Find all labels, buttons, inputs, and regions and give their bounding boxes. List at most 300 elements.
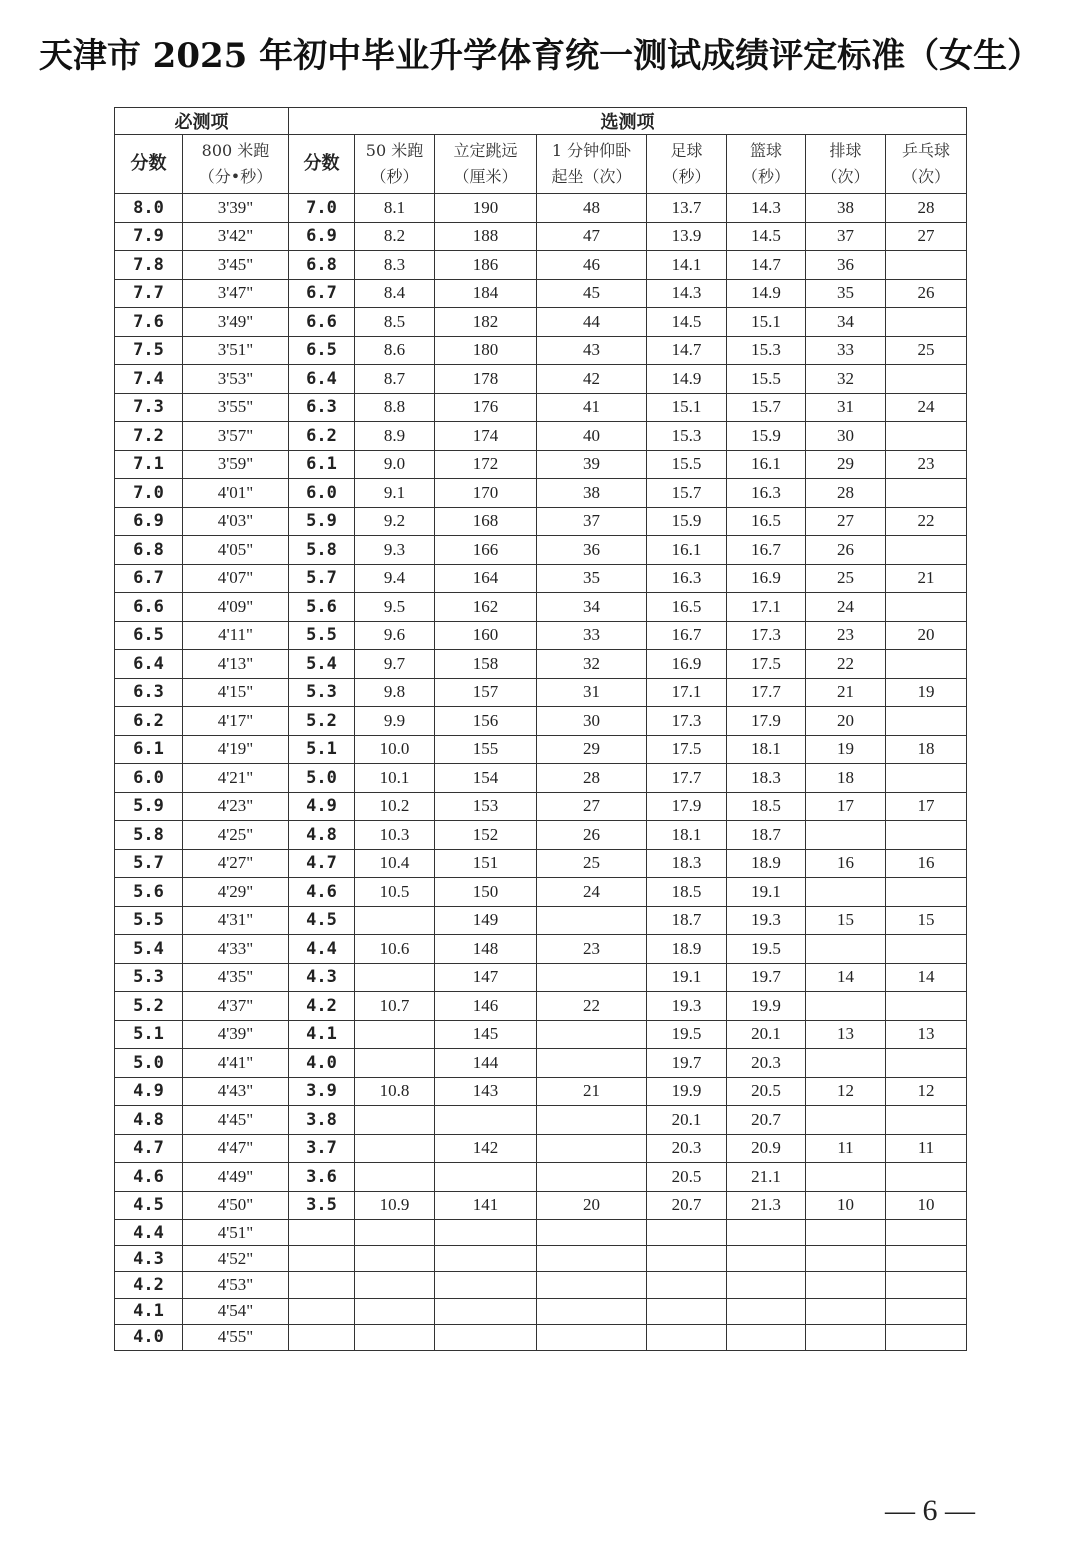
table-cell-table-tennis: 24 (886, 393, 967, 422)
table-row (115, 308, 967, 337)
table-cell-run-800m: 4'21" (183, 764, 289, 793)
table-row (115, 1163, 967, 1192)
table-cell-football (647, 1246, 727, 1272)
table-cell-score-required: 4.8 (115, 1106, 183, 1135)
table-cell-basketball: 15.9 (727, 422, 806, 451)
table-cell-score-required: 4.5 (115, 1191, 183, 1220)
table-cell-basketball: 20.3 (727, 1049, 806, 1078)
table-cell-volleyball: 19 (806, 735, 886, 764)
table-cell-run-800m: 4'13" (183, 650, 289, 679)
table-cell-table-tennis: 14 (886, 963, 967, 992)
table-cell-score-optional: 5.0 (289, 764, 355, 793)
table-cell-football: 14.5 (647, 308, 727, 337)
table-cell-football: 18.1 (647, 821, 727, 850)
table-row (115, 992, 967, 1021)
table-cell-basketball (727, 1220, 806, 1246)
table-cell-score-required: 5.3 (115, 963, 183, 992)
table-row (115, 1134, 967, 1163)
table-cell-football: 20.1 (647, 1106, 727, 1135)
table-cell-sit-ups-1min: 37 (537, 507, 647, 536)
table-cell-score-optional: 4.0 (289, 1049, 355, 1078)
table-cell-volleyball (806, 1298, 886, 1324)
column-header-line2: （分•秒） (198, 167, 273, 186)
table-cell-table-tennis (886, 935, 967, 964)
table-cell-basketball: 17.7 (727, 678, 806, 707)
table-cell-run-800m: 3'55" (183, 393, 289, 422)
table-cell-basketball: 16.5 (727, 507, 806, 536)
table-cell-run-800m: 4'53" (183, 1272, 289, 1298)
table-cell-run-50m (355, 1272, 435, 1298)
table-cell-sit-ups-1min (537, 1220, 647, 1246)
table-cell-run-50m: 8.6 (355, 336, 435, 365)
table-cell-football: 16.5 (647, 593, 727, 622)
table-cell-score-optional: 5.3 (289, 678, 355, 707)
table-cell-run-50m: 8.7 (355, 365, 435, 394)
table-cell-run-800m: 4'35" (183, 963, 289, 992)
table-cell-run-50m: 9.3 (355, 536, 435, 565)
table-cell-sit-ups-1min: 41 (537, 393, 647, 422)
table-cell-run-800m: 4'43" (183, 1077, 289, 1106)
table-cell-score-required: 4.3 (115, 1246, 183, 1272)
table-cell-football: 13.9 (647, 222, 727, 251)
table-cell-sit-ups-1min (537, 1106, 647, 1135)
table-row (115, 194, 967, 223)
table-cell-table-tennis (886, 1106, 967, 1135)
table-row (115, 1106, 967, 1135)
table-cell-score-required: 4.1 (115, 1298, 183, 1324)
table-cell-table-tennis (886, 764, 967, 793)
table-cell-volleyball: 26 (806, 536, 886, 565)
table-cell-sit-ups-1min: 35 (537, 564, 647, 593)
table-cell-run-50m: 9.2 (355, 507, 435, 536)
table-cell-score-optional: 5.8 (289, 536, 355, 565)
table-cell-sit-ups-1min (537, 1163, 647, 1192)
table-cell-table-tennis (886, 1298, 967, 1324)
table-cell-score-required: 6.5 (115, 621, 183, 650)
table-cell-run-50m: 9.8 (355, 678, 435, 707)
table-cell-volleyball (806, 821, 886, 850)
table-cell-score-optional: 6.9 (289, 222, 355, 251)
table-cell-run-800m: 3'45" (183, 251, 289, 280)
table-cell-score-optional: 4.7 (289, 849, 355, 878)
table-cell-standing-long-jump: 158 (435, 650, 537, 679)
table-cell-run-800m: 4'11" (183, 621, 289, 650)
table-cell-basketball: 16.9 (727, 564, 806, 593)
table-cell-football: 17.1 (647, 678, 727, 707)
table-cell-standing-long-jump: 141 (435, 1191, 537, 1220)
table-cell-basketball (727, 1272, 806, 1298)
table-cell-football: 18.5 (647, 878, 727, 907)
table-cell-score-optional: 5.6 (289, 593, 355, 622)
table-cell-standing-long-jump (435, 1163, 537, 1192)
table-cell-basketball: 19.1 (727, 878, 806, 907)
table-cell-table-tennis (886, 1163, 967, 1192)
table-cell-sit-ups-1min (537, 1298, 647, 1324)
table-cell-run-800m: 4'49" (183, 1163, 289, 1192)
table-cell-football: 13.7 (647, 194, 727, 223)
table-cell-sit-ups-1min (537, 1324, 647, 1350)
table-cell-standing-long-jump: 150 (435, 878, 537, 907)
table-row (115, 906, 967, 935)
table-cell-volleyball: 20 (806, 707, 886, 736)
table-row (115, 1298, 967, 1324)
column-header-line1: 1 分钟仰卧 (551, 141, 632, 160)
table-row (115, 279, 967, 308)
column-header-line2: （秒） (741, 167, 790, 186)
table-row (115, 422, 967, 451)
table-cell-run-800m: 4'27" (183, 849, 289, 878)
table-cell-standing-long-jump: 146 (435, 992, 537, 1021)
table-cell-standing-long-jump: 160 (435, 621, 537, 650)
table-cell-basketball: 15.7 (727, 393, 806, 422)
table-cell-score-optional (289, 1220, 355, 1246)
table-cell-run-50m (355, 1220, 435, 1246)
table-row (115, 935, 967, 964)
table-cell-run-50m: 8.5 (355, 308, 435, 337)
table-row (115, 222, 967, 251)
table-cell-volleyball: 21 (806, 678, 886, 707)
table-cell-score-required: 6.6 (115, 593, 183, 622)
table-cell-football: 20.3 (647, 1134, 727, 1163)
table-cell-sit-ups-1min: 42 (537, 365, 647, 394)
table-cell-table-tennis (886, 707, 967, 736)
table-cell-score-required: 7.4 (115, 365, 183, 394)
table-cell-sit-ups-1min: 21 (537, 1077, 647, 1106)
table-cell-table-tennis (886, 1324, 967, 1350)
table-cell-standing-long-jump (435, 1298, 537, 1324)
table-cell-sit-ups-1min: 34 (537, 593, 647, 622)
table-cell-run-800m: 3'59" (183, 450, 289, 479)
table-cell-score-optional: 3.7 (289, 1134, 355, 1163)
table-cell-football: 19.7 (647, 1049, 727, 1078)
table-cell-run-50m (355, 1106, 435, 1135)
table-cell-sit-ups-1min: 40 (537, 422, 647, 451)
table-cell-standing-long-jump: 155 (435, 735, 537, 764)
table-cell-sit-ups-1min: 24 (537, 878, 647, 907)
table-cell-football: 17.7 (647, 764, 727, 793)
table-cell-score-required: 6.0 (115, 764, 183, 793)
table-cell-run-50m: 10.4 (355, 849, 435, 878)
column-header-line1: 800 米跑 (201, 141, 270, 160)
table-cell-volleyball: 23 (806, 621, 886, 650)
table-cell-volleyball: 36 (806, 251, 886, 280)
column-header-line2: （次） (821, 167, 870, 186)
table-row (115, 536, 967, 565)
table-row (115, 1246, 967, 1272)
table-cell-volleyball: 24 (806, 593, 886, 622)
table-cell-football: 20.5 (647, 1163, 727, 1192)
table-cell-run-50m: 9.5 (355, 593, 435, 622)
column-header-standing-long-jump (435, 135, 537, 194)
column-header-volleyball (806, 135, 886, 194)
table-cell-run-800m: 4'15" (183, 678, 289, 707)
table-cell-volleyball: 33 (806, 336, 886, 365)
table-cell-run-50m: 10.7 (355, 992, 435, 1021)
table-row (115, 878, 967, 907)
table-cell-football: 15.7 (647, 479, 727, 508)
table-row (115, 593, 967, 622)
table-cell-run-50m: 9.0 (355, 450, 435, 479)
table-cell-basketball: 21.3 (727, 1191, 806, 1220)
table-cell-run-50m (355, 963, 435, 992)
table-cell-table-tennis: 11 (886, 1134, 967, 1163)
table-cell-run-50m: 10.1 (355, 764, 435, 793)
table-cell-standing-long-jump: 142 (435, 1134, 537, 1163)
table-cell-volleyball (806, 1272, 886, 1298)
table-cell-table-tennis (886, 821, 967, 850)
table-cell-sit-ups-1min (537, 1272, 647, 1298)
table-cell-volleyball: 11 (806, 1134, 886, 1163)
table-cell-basketball: 19.3 (727, 906, 806, 935)
table-cell-volleyball: 29 (806, 450, 886, 479)
table-cell-table-tennis (886, 308, 967, 337)
table-cell-score-required: 5.1 (115, 1020, 183, 1049)
table-cell-volleyball: 12 (806, 1077, 886, 1106)
table-cell-standing-long-jump (435, 1324, 537, 1350)
table-cell-run-800m: 4'50" (183, 1191, 289, 1220)
table-cell-run-800m: 3'49" (183, 308, 289, 337)
table-row (115, 650, 967, 679)
table-cell-score-required: 8.0 (115, 194, 183, 223)
table-cell-sit-ups-1min (537, 1134, 647, 1163)
table-cell-standing-long-jump: 151 (435, 849, 537, 878)
table-cell-standing-long-jump: 144 (435, 1049, 537, 1078)
column-header-line1: 分数 (130, 153, 167, 174)
table-cell-table-tennis (886, 479, 967, 508)
table-cell-run-800m: 4'51" (183, 1220, 289, 1246)
table-cell-score-optional: 6.4 (289, 365, 355, 394)
table-cell-volleyball: 18 (806, 764, 886, 793)
table-cell-run-50m: 8.1 (355, 194, 435, 223)
table-row (115, 564, 967, 593)
table-cell-score-optional: 6.8 (289, 251, 355, 280)
table-row (115, 735, 967, 764)
table-cell-standing-long-jump: 176 (435, 393, 537, 422)
table-cell-run-800m: 3'53" (183, 365, 289, 394)
table-cell-sit-ups-1min: 30 (537, 707, 647, 736)
table-row (115, 251, 967, 280)
table-cell-sit-ups-1min: 47 (537, 222, 647, 251)
table-cell-run-50m: 10.6 (355, 935, 435, 964)
table-row (115, 764, 967, 793)
table-row (115, 792, 967, 821)
table-cell-run-800m: 3'57" (183, 422, 289, 451)
table-cell-football (647, 1324, 727, 1350)
table-cell-score-required: 7.9 (115, 222, 183, 251)
table-cell-standing-long-jump: 148 (435, 935, 537, 964)
table-cell-run-800m: 4'47" (183, 1134, 289, 1163)
table-cell-standing-long-jump: 147 (435, 963, 537, 992)
table-cell-volleyball: 34 (806, 308, 886, 337)
table-cell-football: 20.7 (647, 1191, 727, 1220)
table-cell-standing-long-jump: 162 (435, 593, 537, 622)
table-cell-run-50m: 10.0 (355, 735, 435, 764)
table-cell-score-required: 5.5 (115, 906, 183, 935)
table-cell-score-required: 6.1 (115, 735, 183, 764)
table-cell-standing-long-jump: 170 (435, 479, 537, 508)
table-cell-basketball: 16.3 (727, 479, 806, 508)
table-cell-basketball: 17.3 (727, 621, 806, 650)
table-cell-basketball: 17.5 (727, 650, 806, 679)
table-row (115, 963, 967, 992)
column-header-line2: （秒） (370, 167, 419, 186)
table-cell-score-required: 6.8 (115, 536, 183, 565)
table-cell-football (647, 1220, 727, 1246)
table-cell-volleyball: 13 (806, 1020, 886, 1049)
column-header-line1: 篮球 (749, 141, 782, 160)
table-cell-volleyball: 30 (806, 422, 886, 451)
table-cell-score-optional: 5.2 (289, 707, 355, 736)
table-cell-table-tennis: 15 (886, 906, 967, 935)
table-row (115, 1191, 967, 1220)
table-cell-run-800m: 3'51" (183, 336, 289, 365)
table-cell-basketball: 18.5 (727, 792, 806, 821)
table-cell-score-required: 5.2 (115, 992, 183, 1021)
column-header-line1: 排球 (829, 141, 862, 160)
table-cell-score-required: 7.1 (115, 450, 183, 479)
table-row (115, 507, 967, 536)
table-cell-score-optional (289, 1324, 355, 1350)
table-cell-table-tennis: 23 (886, 450, 967, 479)
table-cell-score-required: 4.6 (115, 1163, 183, 1192)
table-cell-run-50m: 9.4 (355, 564, 435, 593)
table-cell-run-50m: 10.5 (355, 878, 435, 907)
table-cell-standing-long-jump: 184 (435, 279, 537, 308)
table-cell-basketball: 15.5 (727, 365, 806, 394)
table-cell-run-800m: 3'42" (183, 222, 289, 251)
table-cell-basketball: 18.1 (727, 735, 806, 764)
table-cell-volleyball: 28 (806, 479, 886, 508)
table-cell-score-required: 5.9 (115, 792, 183, 821)
table-cell-standing-long-jump: 149 (435, 906, 537, 935)
table-cell-score-optional: 6.6 (289, 308, 355, 337)
column-header-score-required (115, 135, 183, 194)
table-cell-basketball: 16.1 (727, 450, 806, 479)
table-cell-sit-ups-1min (537, 906, 647, 935)
table-cell-table-tennis: 16 (886, 849, 967, 878)
table-row (115, 336, 967, 365)
table-cell-basketball: 14.9 (727, 279, 806, 308)
table-cell-standing-long-jump: 157 (435, 678, 537, 707)
table-cell-table-tennis (886, 365, 967, 394)
table-cell-volleyball (806, 1246, 886, 1272)
table-cell-score-required: 6.9 (115, 507, 183, 536)
table-cell-basketball (727, 1298, 806, 1324)
table-cell-sit-ups-1min: 26 (537, 821, 647, 850)
table-cell-sit-ups-1min: 31 (537, 678, 647, 707)
table-cell-run-50m: 9.9 (355, 707, 435, 736)
column-header-line2: 起坐（次） (551, 167, 632, 186)
table-cell-basketball: 18.7 (727, 821, 806, 850)
table-cell-basketball: 18.3 (727, 764, 806, 793)
table-cell-sit-ups-1min: 29 (537, 735, 647, 764)
table-cell-run-50m: 8.8 (355, 393, 435, 422)
table-cell-score-required: 7.7 (115, 279, 183, 308)
table-cell-football: 18.9 (647, 935, 727, 964)
table-cell-standing-long-jump: 156 (435, 707, 537, 736)
table-cell-run-800m: 4'25" (183, 821, 289, 850)
table-cell-football: 17.3 (647, 707, 727, 736)
column-header-football (647, 135, 727, 194)
table-cell-football: 18.7 (647, 906, 727, 935)
table-cell-sit-ups-1min: 39 (537, 450, 647, 479)
table-cell-table-tennis (886, 536, 967, 565)
table-cell-volleyball: 16 (806, 849, 886, 878)
table-cell-table-tennis (886, 422, 967, 451)
table-cell-run-800m: 4'19" (183, 735, 289, 764)
table-cell-volleyball: 22 (806, 650, 886, 679)
table-cell-score-optional: 4.9 (289, 792, 355, 821)
table-cell-standing-long-jump: 180 (435, 336, 537, 365)
table-row (115, 479, 967, 508)
table-cell-table-tennis: 21 (886, 564, 967, 593)
table-cell-football: 19.5 (647, 1020, 727, 1049)
column-header-table-tennis (886, 135, 967, 194)
table-cell-table-tennis: 25 (886, 336, 967, 365)
table-cell-standing-long-jump (435, 1246, 537, 1272)
table-cell-football (647, 1272, 727, 1298)
table-cell-sit-ups-1min: 33 (537, 621, 647, 650)
table-cell-score-optional: 6.0 (289, 479, 355, 508)
table-cell-score-optional: 5.7 (289, 564, 355, 593)
table-cell-run-800m: 4'09" (183, 593, 289, 622)
table-cell-table-tennis: 13 (886, 1020, 967, 1049)
table-cell-sit-ups-1min: 28 (537, 764, 647, 793)
table-cell-football: 19.1 (647, 963, 727, 992)
table-cell-run-50m: 9.7 (355, 650, 435, 679)
table-cell-standing-long-jump: 188 (435, 222, 537, 251)
table-cell-basketball (727, 1246, 806, 1272)
group-header-optional: 选测项 (289, 108, 967, 135)
table-cell-run-800m: 4'03" (183, 507, 289, 536)
column-header-run-800m (183, 135, 289, 194)
table-cell-football: 16.3 (647, 564, 727, 593)
column-header-line1: 乒乓球 (901, 141, 950, 160)
table-cell-table-tennis: 26 (886, 279, 967, 308)
column-header-score-optional (289, 135, 355, 194)
table-cell-standing-long-jump: 154 (435, 764, 537, 793)
table-cell-standing-long-jump: 166 (435, 536, 537, 565)
table-cell-run-800m: 4'07" (183, 564, 289, 593)
table-cell-basketball: 20.5 (727, 1077, 806, 1106)
table-cell-run-800m: 4'45" (183, 1106, 289, 1135)
table-cell-basketball (727, 1324, 806, 1350)
table-cell-score-required: 5.4 (115, 935, 183, 964)
table-cell-run-50m (355, 1298, 435, 1324)
table-cell-volleyball: 10 (806, 1191, 886, 1220)
table-cell-run-800m: 4'17" (183, 707, 289, 736)
table-row (115, 365, 967, 394)
table-cell-score-required: 7.8 (115, 251, 183, 280)
table-cell-score-optional: 3.9 (289, 1077, 355, 1106)
table-cell-football (647, 1298, 727, 1324)
table-cell-basketball: 20.7 (727, 1106, 806, 1135)
table-cell-sit-ups-1min: 27 (537, 792, 647, 821)
table-row (115, 821, 967, 850)
table-cell-run-800m: 4'37" (183, 992, 289, 1021)
table-cell-table-tennis: 17 (886, 792, 967, 821)
table-cell-sit-ups-1min: 20 (537, 1191, 647, 1220)
table-cell-volleyball: 17 (806, 792, 886, 821)
table-cell-standing-long-jump: 186 (435, 251, 537, 280)
table-cell-basketball: 17.9 (727, 707, 806, 736)
table-cell-run-800m: 4'55" (183, 1324, 289, 1350)
column-header-sit-ups-1min (537, 135, 647, 194)
table-cell-volleyball: 37 (806, 222, 886, 251)
table-cell-score-required: 7.5 (115, 336, 183, 365)
table-cell-score-required: 4.9 (115, 1077, 183, 1106)
table-cell-table-tennis: 18 (886, 735, 967, 764)
